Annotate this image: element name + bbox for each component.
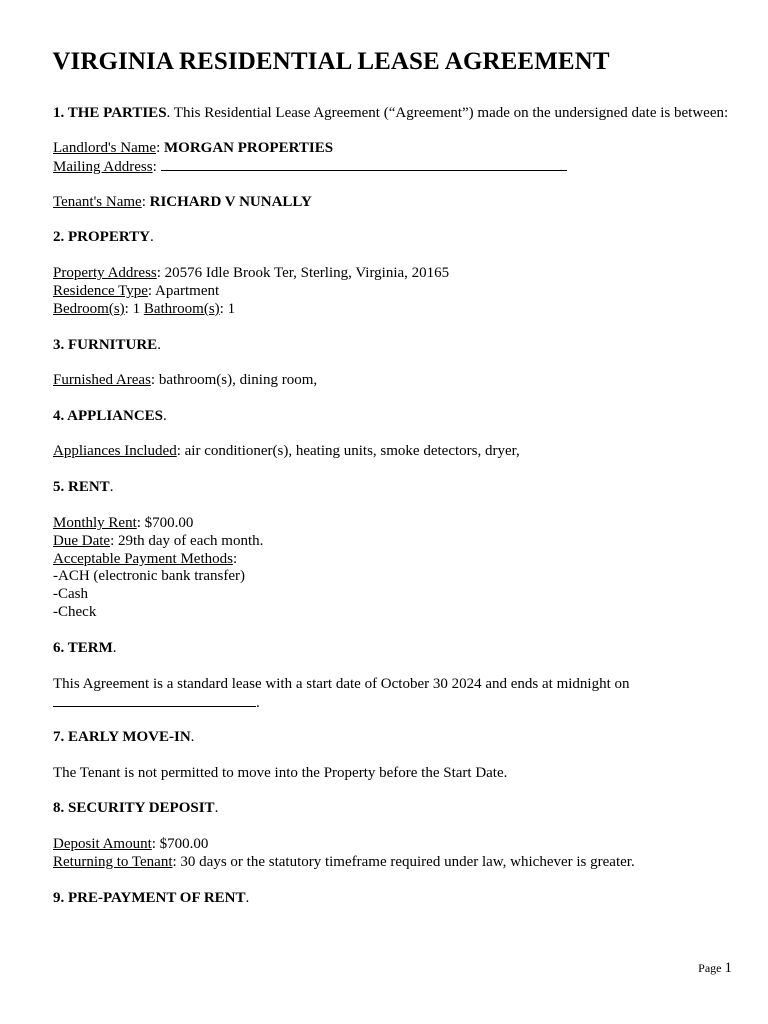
page-number-value: 1: [724, 960, 732, 976]
term-end-date-blank: [53, 693, 256, 707]
section-heading-term: 6. TERM: [53, 640, 113, 656]
section-heading-early-move-in: 7. EARLY MOVE-IN: [53, 729, 191, 745]
appliances-included-value: : air conditioner(s), heating units, smoke detectors, dryer,: [176, 443, 520, 459]
term-text: This Agreement is a standard lease with a start date of October 30 2024 and ends at midnight on: [53, 676, 630, 692]
payment-method-item: -Cash: [53, 586, 88, 602]
returning-to-tenant-value: : 30 days or the statutory timeframe required under law, whichever is greater.: [172, 854, 635, 870]
term-end-line: .: [53, 693, 260, 712]
section-heading-security-deposit: 8. SECURITY DEPOSIT: [53, 800, 215, 816]
prepayment-heading-line: 9. PRE-PAYMENT OF RENT.: [53, 890, 250, 906]
bedrooms-value: : 1: [124, 301, 144, 317]
appliances-heading-line: 4. APPLIANCES.: [53, 408, 167, 424]
property-address-value: : 20576 Idle Brook Ter, Sterling, Virginia, 20165: [156, 265, 450, 281]
early-move-in-text: The Tenant is not permitted to move into the Property before the Start Date.: [53, 765, 508, 781]
due-date-line: [53, 532, 263, 550]
landlord-name-line: Landlord's Name: MORGAN PROPERTIES: [53, 140, 334, 156]
landlord-name-value: MORGAN PROPERTIES: [164, 140, 334, 156]
rent-heading-line: 5. RENT.: [53, 479, 114, 495]
rooms-line: [53, 300, 235, 318]
security-deposit-heading-line: 8. SECURITY DEPOSIT.: [53, 800, 219, 816]
mailing-address-blank: [161, 157, 567, 171]
payment-method-item: -ACH (electronic bank transfer): [53, 568, 245, 584]
section-heading-property: 2. PROPERTY: [53, 229, 150, 245]
payment-methods-line: Acceptable Payment Methods:: [53, 551, 238, 567]
property-heading-line: 2. PROPERTY.: [53, 229, 154, 245]
returning-to-tenant-label: Returning to Tenant: [53, 854, 173, 870]
term-heading-line: 6. TERM.: [53, 640, 117, 656]
bathrooms-value: : 1: [219, 301, 236, 317]
page-number: [698, 960, 732, 976]
mailing-address-label: Mailing Address: [53, 159, 153, 175]
due-date-label: Due Date: [53, 533, 111, 549]
deposit-amount-label: Deposit Amount: [53, 836, 152, 852]
tenant-name-line: Tenant's Name: RICHARD V NUNALLY: [53, 194, 312, 210]
bedrooms-label: Bedroom(s): [53, 301, 125, 317]
furnished-areas-value: : bathroom(s), dining room,: [150, 372, 318, 388]
appliances-included-line: [53, 442, 520, 460]
property-address-label: Property Address: [53, 265, 157, 281]
residence-type-line: [53, 282, 219, 300]
early-move-in-heading-line: 7. EARLY MOVE-IN.: [53, 729, 195, 745]
parties-text: . This Residential Lease Agreement (“Agreement”) made on the undersigned date is between:: [166, 105, 729, 121]
section-heading-furniture: 3. FURNITURE: [53, 337, 158, 353]
landlord-name-label: Landlord's Name: [53, 140, 157, 156]
furnished-areas-label: Furnished Areas: [53, 372, 151, 388]
residence-type-label: Residence Type: [53, 283, 148, 299]
due-date-value: : 29th day of each month.: [110, 533, 264, 549]
residence-type-value: : Apartment: [147, 283, 220, 299]
deposit-amount-line: [53, 835, 208, 853]
furnished-areas-line: [53, 371, 317, 389]
tenant-name-value: RICHARD V NUNALLY: [149, 194, 312, 210]
appliances-included-label: Appliances Included: [53, 443, 177, 459]
section-heading-rent: 5. RENT: [53, 479, 110, 495]
payment-methods-label: Acceptable Payment Methods: [53, 551, 233, 567]
returning-to-tenant-line: [53, 853, 635, 871]
bathrooms-label: Bathroom(s): [143, 301, 220, 317]
property-address-line: [53, 264, 449, 282]
monthly-rent-value: : $700.00: [136, 515, 194, 531]
monthly-rent-label: Monthly Rent: [53, 515, 137, 531]
page-label: Page: [698, 961, 725, 975]
section-heading-prepayment: 9. PRE-PAYMENT OF RENT: [53, 890, 246, 906]
document-title: VIRGINIA RESIDENTIAL LEASE AGREEMENT: [52, 48, 610, 75]
payment-method-item: -Check: [53, 604, 97, 620]
monthly-rent-line: [53, 514, 193, 532]
section-heading-appliances: 4. APPLIANCES: [53, 408, 164, 424]
tenant-name-label: Tenant's Name: [53, 194, 142, 210]
deposit-amount-value: : $700.00: [151, 836, 209, 852]
mailing-address-line: Mailing Address:: [53, 157, 567, 176]
furniture-heading-line: 3. FURNITURE.: [53, 337, 161, 353]
parties-intro: [53, 104, 728, 122]
section-heading-parties: 1. THE PARTIES: [53, 105, 167, 121]
